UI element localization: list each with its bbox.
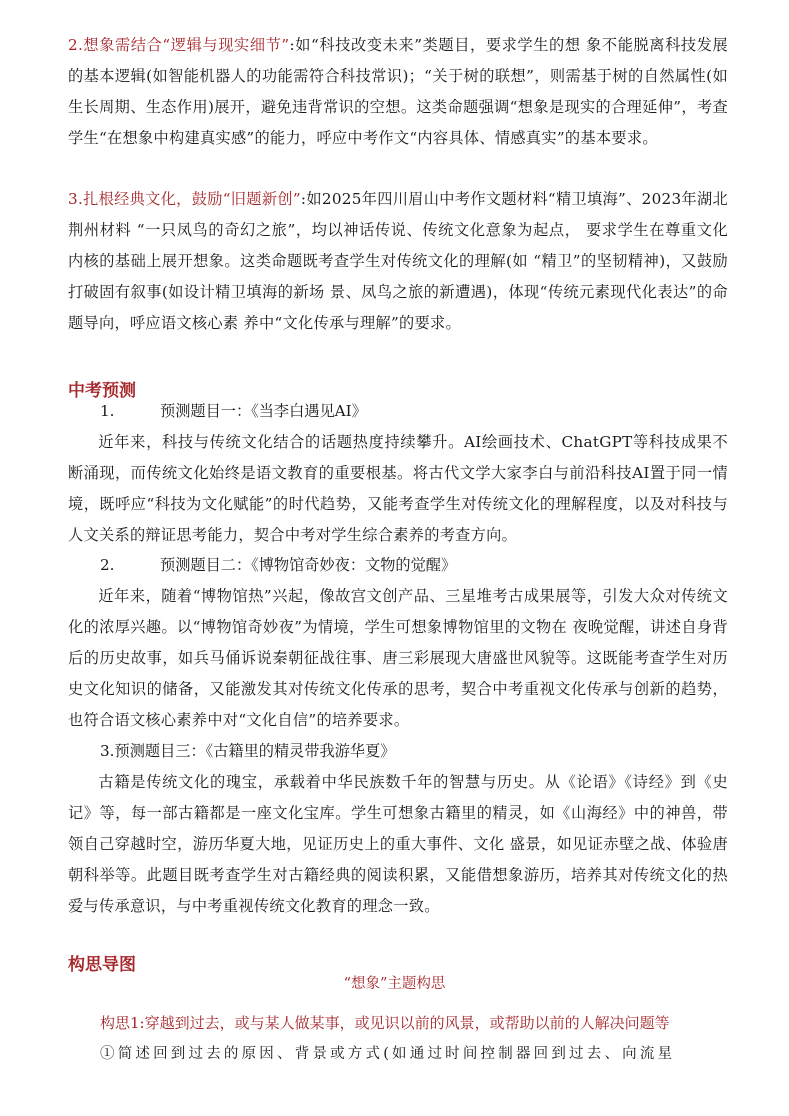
- prediction-item-1-title: 1. 预测题目一：《当李白遇见AI》: [100, 402, 367, 420]
- mindmap-idea-1: 构思1:穿越到过去，或与某人做某事，或见识以前的风景，或帮助以前的人解决问题等: [100, 1014, 670, 1032]
- section-heading-prediction: 中考预测: [68, 381, 136, 401]
- prediction-item-3-body: 古籍是传统文化的瑰宝，承载着中华民族数千年的智慧与历史。从《论语》《诗经》到《史记》等，每一部古籍都是一座文化宝库。学生可想象古籍里的精灵，如《山海经》中的神兽，带领自己穿越时空，游历华夏大地，见证历史上的重大事件、文化 盛景，如见证赤壁之战、体验唐朝科举等。此题目既考查学生对古籍经典的阅读积累，又能借想象游历，培养其对传统文化的热爱与传承意识，与中考重视传统文化教育的理念一致。: [68, 773, 728, 915]
- prediction-item-1-body: 近年来，科技与传统文化结合的话题热度持续攀升。AI绘画技术、ChatGPT等科技成果不断涌现，而传统文化始终是语文教育的重要根基。将古代文学大家李白与前沿科技AI置于同一情境，既呼应“科技为文化赋能”的时代趋势，又能考查学生对传统文化的理解程度，以及对科技与人文关系的辩证思考能力，契合中考对学生综合素养的考查方向。: [68, 433, 728, 544]
- mindmap-idea-1-step-1: ①简述回到过去的原因、背景或方式(如通过时间控制器回到过去、向流星: [100, 1046, 676, 1062]
- section-heading-mindmap: 构思导图: [68, 955, 136, 975]
- point-2-lead: 2.想象需结合“逻辑与现实细节”: [68, 36, 290, 54]
- prediction-item-2-body: 近年来，随着“博物馆热”兴起，像故宫文创产品、三星堆考古成果展等，引发大众对传统文化的浓厚兴趣。以“博物馆奇妙夜”为情境，学生可想象博物馆里的文物在 夜晚觉醒，讲述自身背后的历史故事，如兵马俑诉说秦朝征战往事、唐三彩展现大唐盛世风貌等。这既能考查学生对历史文化知识的储备，又能激发其对传统文化传承的思考，契合中考重视文化传承与创新的趋势，也符合语文核心素养中对“文化自信”的培养要求。: [68, 587, 728, 729]
- mindmap-subtitle: “想象”主题构思: [343, 976, 446, 992]
- point-3-lead: 3.扎根经典文化，鼓励“旧题新创”: [68, 190, 301, 208]
- prediction-item-3-title: 3.预测题目三：《古籍里的精灵带我游华夏》: [100, 742, 396, 760]
- paragraph-point-2: [68, 30, 728, 154]
- point-2-body: :如“科技改变未来”类题目，要求学生的想 象不能脱离科技发展的基本逻辑(如智能机器人的功能需符合科技常识)；“关于树的联想”，则需基于树的自然属性(如生长周期、生态作用)展开，避免违背常识的空想。这类命题强调“想象是现实的合理延伸”，考查学生“在想象中构建真实感”的能力，呼应中考作文“内容具体、情感真实”的基本要求。: [68, 36, 728, 147]
- paragraph-point-3: [68, 184, 728, 339]
- prediction-item-2-title: 2. 预测题目二：《博物馆奇妙夜：文物的觉醒》: [100, 556, 457, 574]
- point-3-body: :如2025年四川眉山中考作文题材料“精卫填海”、2023年湖北荆州材料 “一只凤鸟的奇幻之旅”，均以神话传说、传统文化意象为起点， 要求学生在尊重文化内核的基础上展开想象。这类命题既考查学生对传统文化的理解(如 “精卫”的坚韧精神)，又鼓励打破固有叙事(如设计精卫填海的新场 景、凤鸟之旅的新遭遇)，体现“传统元素现代化表达”的命题导向，呼应语文核心素 养中“文化传承与理解”的要求。: [68, 190, 728, 332]
